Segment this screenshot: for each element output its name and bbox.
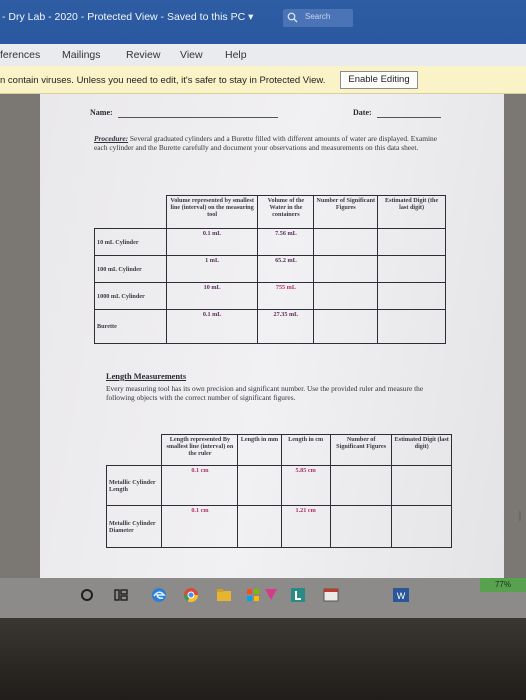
taskbar [0,578,526,618]
procedure-text: Several graduated cylinders and a Burette filled with different amounts of water are displayed. Examine each cylinder and the Burette carefully and document your observations and measurements on this data sheet. [94,134,438,153]
file-explorer-icon[interactable] [215,586,233,604]
name-label: Name: [90,108,113,117]
calendar-icon[interactable] [322,586,340,604]
length-mm-cell[interactable] [238,506,281,548]
text-cursor-icon: I [518,510,522,525]
sigfigs-cell[interactable] [314,256,378,283]
date-line [377,117,441,118]
start-circle-icon[interactable] [78,586,96,604]
table-row [95,283,446,310]
window-title: - Dry Lab - 2020 - Protected View - Saved to this PC ▾ [2,11,254,23]
name-line [118,117,278,118]
shield-icon[interactable] [262,586,280,604]
header-interval: Length represented By smallest line (interval) on the ruler [162,435,238,466]
table-row [95,256,446,283]
volume-cell[interactable]: 7.56 mL [258,229,314,256]
date-label: Date: [353,108,372,117]
estimated-cell[interactable] [392,466,452,506]
tab-references[interactable]: ferences [0,49,41,61]
estimated-cell[interactable] [378,229,446,256]
length-heading: Length Measurements [106,372,187,381]
table-row [95,229,446,256]
procedure-paragraph [94,134,442,152]
search-icon [287,12,298,23]
sigfigs-cell[interactable] [330,506,392,548]
enable-editing-button[interactable]: Enable Editing [340,71,418,89]
volume-table [94,195,446,344]
svg-text:W: W [396,591,406,601]
row-label: Burette [95,310,167,344]
sigfigs-cell[interactable] [314,229,378,256]
estimated-cell[interactable] [378,256,446,283]
length-paragraph: Every measuring tool has its own precision and significant number. Use the provided ruler and measure the following objects with the correct number of significant figures. [106,384,424,403]
task-view-icon[interactable] [112,586,130,604]
row-label: Metallic Cylinder Length [107,466,162,506]
estimated-cell[interactable] [378,310,446,344]
edge-icon[interactable] [150,586,168,604]
volume-cell[interactable]: 65.2 mL [258,256,314,283]
header-sigfigs: Number of Significant Figures [330,435,392,466]
volume-cell[interactable]: 755 mL [258,283,314,310]
length-cm-cell[interactable]: 5.85 cm [281,466,330,506]
protected-view-bar [0,66,526,94]
search-placeholder: Search [305,12,331,21]
procedure-heading: Procedure: [94,134,129,143]
protected-view-message: n contain viruses. Unless you need to edit, it's safer to stay in Protected View. [0,75,326,86]
table-row [95,310,446,344]
tab-view[interactable]: View [180,49,203,61]
row-label: 1000 mL Cylinder [95,283,167,310]
header-interval: Volume represented by smallest line (interval) on the measuring tool [166,196,258,229]
interval-cell[interactable]: 10 mL [166,283,258,310]
table-row [107,506,452,548]
search-input[interactable] [283,9,353,27]
volume-cell[interactable]: 27.35 mL [258,310,314,344]
sigfigs-cell[interactable] [314,310,378,344]
interval-cell[interactable]: 0.1 mL [166,310,258,344]
l-app-icon[interactable] [289,586,307,604]
header-sigfigs: Number of Significant Figures [314,196,378,229]
sigfigs-cell[interactable] [314,283,378,310]
header-length-cm: Length in cm [281,435,330,466]
row-label: 10 mL Cylinder [95,229,167,256]
store-icon[interactable] [244,586,262,604]
title-bar [0,0,526,44]
document-area[interactable] [0,94,526,578]
estimated-cell[interactable] [378,283,446,310]
tab-mailings[interactable]: Mailings [62,49,101,61]
volume-table-corner [95,196,167,229]
length-mm-cell[interactable] [238,466,281,506]
header-length-mm: Length in mm [238,435,281,466]
sigfigs-cell[interactable] [330,466,392,506]
row-label: 100 mL Cylinder [95,256,167,283]
chrome-icon[interactable] [182,586,200,604]
tab-review[interactable]: Review [126,49,161,61]
length-cm-cell[interactable]: 1.21 cm [281,506,330,548]
monitor-bezel [0,618,526,700]
ribbon-tabs [0,44,526,66]
row-label: Metallic Cylinder Diameter [107,506,162,548]
header-estimated: Estimated Digit (last digit) [392,435,452,466]
interval-cell[interactable]: 0.1 mL [166,229,258,256]
interval-cell[interactable]: 1 mL [166,256,258,283]
length-table-corner [107,435,162,466]
length-table [106,434,452,548]
header-estimated: Estimated Digit (the last digit) [378,196,446,229]
table-row [107,466,452,506]
header-volume: Volume of the Water in the containers [258,196,314,229]
estimated-cell[interactable] [392,506,452,548]
interval-cell[interactable]: 0.1 cm [162,506,238,548]
zoom-level[interactable]: 77% [480,578,526,592]
tab-help[interactable]: Help [225,49,247,61]
document-page[interactable] [40,94,522,578]
interval-cell[interactable]: 0.1 cm [162,466,238,506]
word-icon[interactable] [392,586,410,604]
